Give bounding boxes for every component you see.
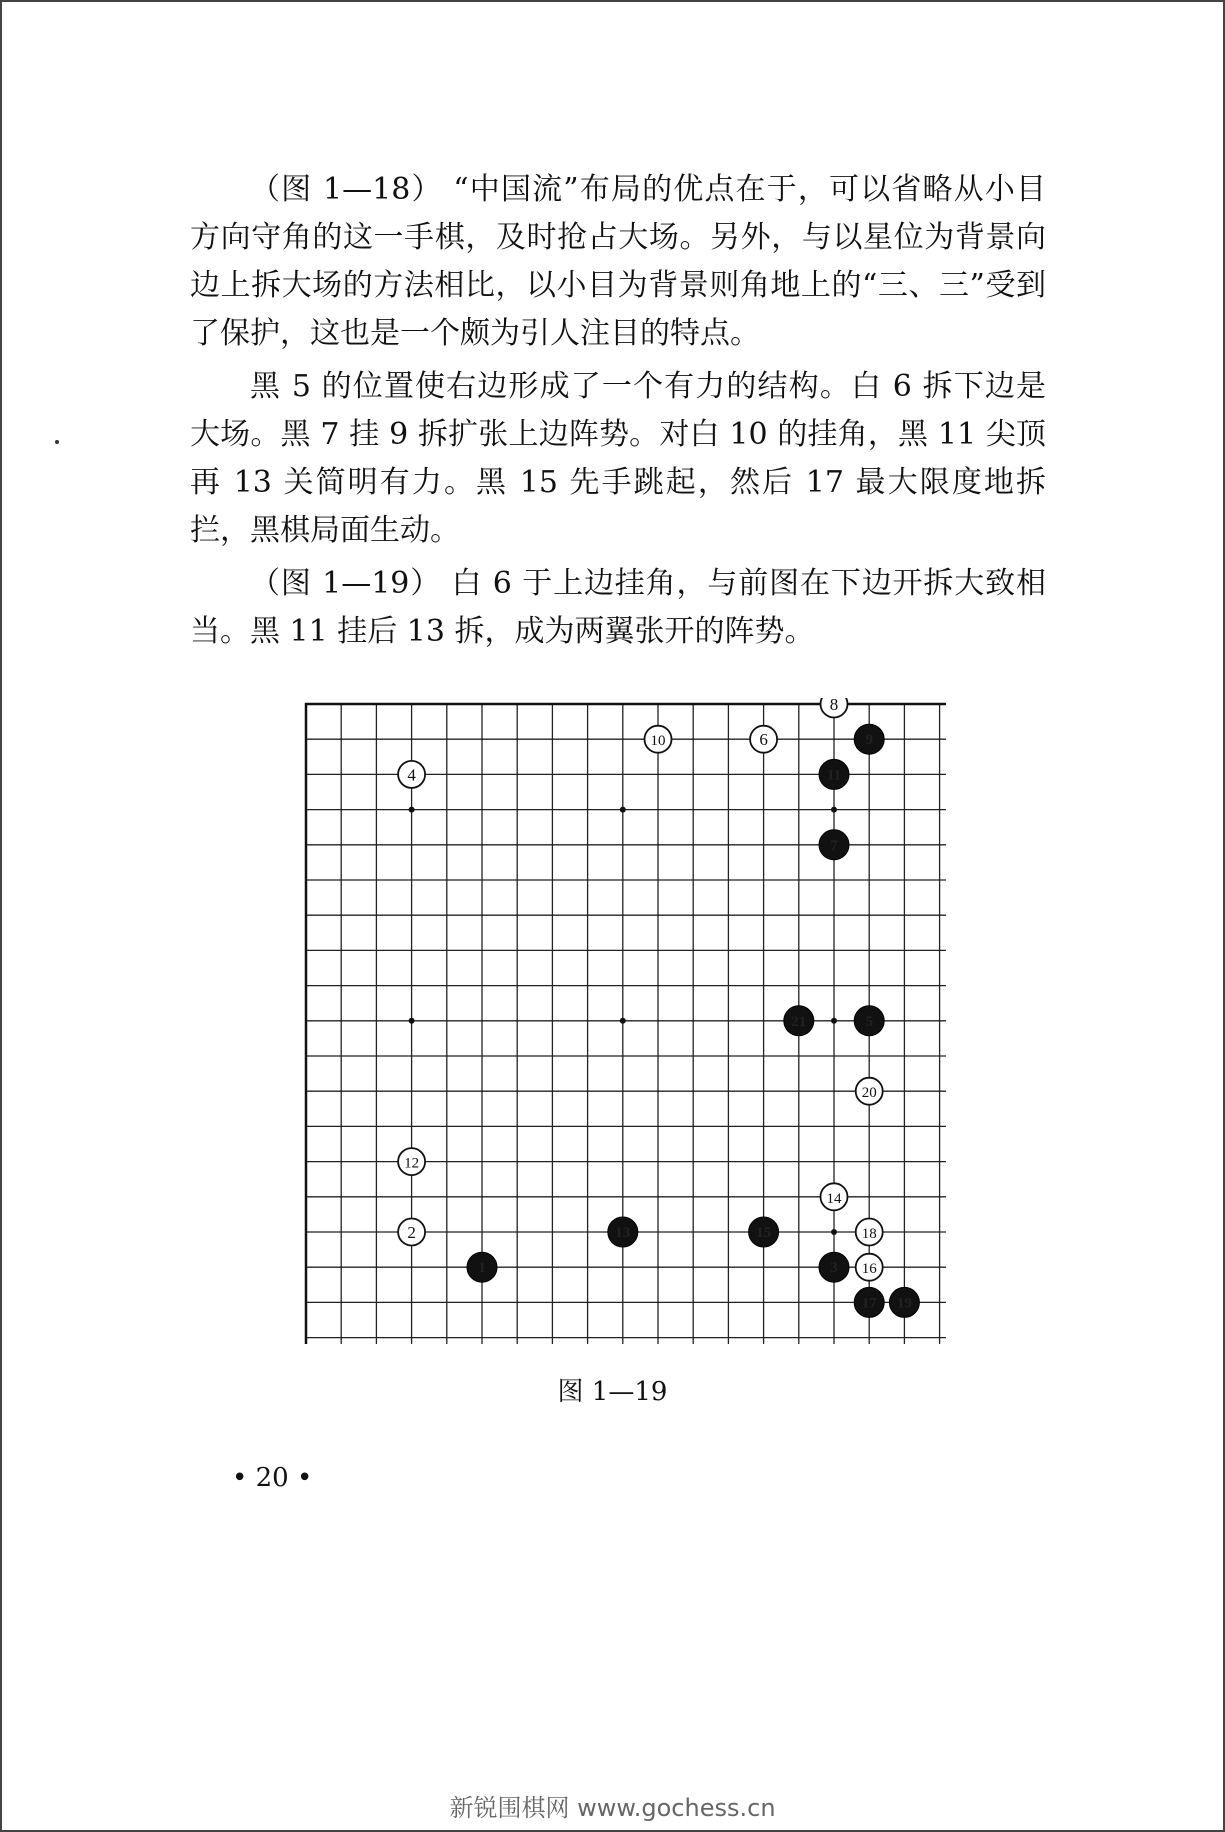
star-point	[831, 1229, 837, 1235]
stone-label: 16	[861, 1261, 877, 1278]
go-board	[300, 698, 946, 1344]
star-point	[831, 1018, 837, 1024]
stone-label: 12	[404, 1155, 420, 1172]
stone-label: 21	[791, 1013, 807, 1030]
stone-label: 19	[896, 1295, 912, 1312]
watermark: 新锐围棋网 www.gochess.cn	[449, 1794, 776, 1822]
paragraph-fig-1-18: （图 1—18） “中国流”布局的优点在于，可以省略从小目方向守角的这一手棋，及时抢占大场。另外，与以星位为背景向边上拆大场的方法相比，以小目为背景则角地上的“三、三”受到了保护，这也是一个颇为引人注目的特点。	[190, 172, 1046, 351]
go-diagram	[300, 698, 946, 1344]
stone-label: 4	[407, 765, 416, 785]
stone-label: 6	[759, 730, 768, 750]
stone-label: 14	[826, 1190, 842, 1207]
stone-label: 9	[865, 732, 873, 749]
body-text	[190, 166, 1046, 661]
paragraph-black-5: 黑 5 的位置使右边形成了一个有力的结构。白 6 拆下边是大场。黑 7 挂 9 拆扩张上边阵势。对白 10 的挂角，黑 11 尖顶再 13 关简明有力。黑 15 先手跳起，然后 17 最大限度地拆拦，黑棋局面生动。	[190, 369, 1046, 548]
figure-caption: 图 1—19	[557, 1377, 668, 1407]
board-border	[306, 704, 946, 1344]
star-point	[409, 1018, 415, 1024]
stone-label: 11	[826, 767, 842, 784]
stone-label: 3	[830, 1260, 838, 1277]
stone-label: 5	[865, 1013, 873, 1030]
stone-label: 8	[829, 698, 839, 714]
stone-label: 17	[861, 1295, 877, 1312]
stone-label: 1	[478, 1260, 486, 1277]
stone-label: 18	[861, 1226, 877, 1242]
stone-label: 7	[830, 837, 838, 854]
star-point	[409, 807, 415, 813]
page-number: • 20 •	[232, 1463, 313, 1493]
star-point	[831, 807, 837, 813]
stone-label: 13	[615, 1225, 631, 1241]
star-point	[620, 1018, 626, 1024]
stone-label: 20	[861, 1085, 877, 1102]
star-point	[620, 807, 626, 813]
paragraph-fig-1-19: （图 1—19） 白 6 于上边挂角，与前图在下边开拆大致相当。黑 11 挂后 13 拆，成为两翼张开的阵势。	[190, 566, 1046, 649]
stray-mark	[55, 440, 59, 444]
stone-label: 10	[650, 733, 666, 750]
stone-label: 2	[407, 1223, 416, 1242]
stone-label: 15	[756, 1225, 772, 1241]
